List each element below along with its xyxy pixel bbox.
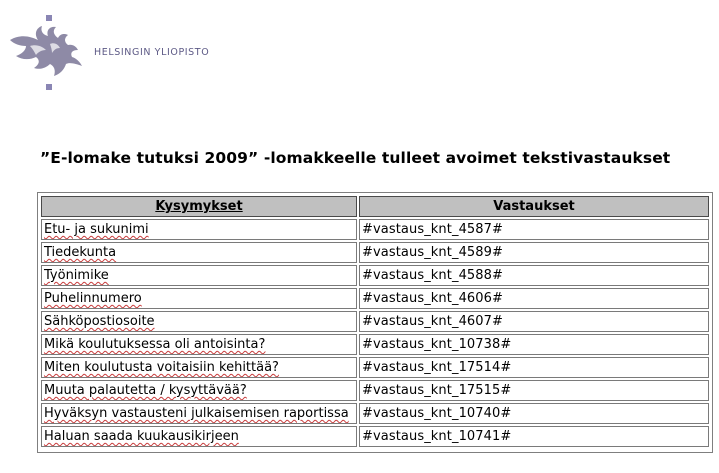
table-row	[41, 288, 709, 309]
question-text: Etu- ja sukunimi	[44, 222, 149, 237]
question-cell	[41, 334, 357, 355]
question-cell	[41, 265, 357, 286]
question-text: Haluan saada kuukausikirjeen	[44, 429, 239, 444]
answers-table	[39, 194, 711, 449]
question-cell	[41, 403, 357, 424]
page-title: ”E-lomake tutuksi 2009” -lomakkeelle tulleet avoimet tekstivastaukset	[40, 149, 671, 167]
question-text: Miten koulutusta voitaisiin kehittää?	[44, 360, 279, 375]
question-cell	[41, 311, 357, 332]
question-cell	[41, 426, 357, 447]
answer-cell: #vastaus_knt_4607#	[359, 311, 709, 332]
questions-header-label: Kysymykset	[155, 199, 243, 214]
answers-column-header: Vastaukset	[359, 196, 709, 217]
question-cell	[41, 380, 357, 401]
table-row	[41, 311, 709, 332]
table-row	[41, 380, 709, 401]
table-row	[41, 357, 709, 378]
table-row	[41, 426, 709, 447]
logo-text: HELSINGIN YLIOPISTO	[94, 47, 210, 58]
university-logo	[0, 0, 260, 100]
question-cell	[41, 242, 357, 263]
table-header-row	[41, 196, 709, 217]
question-cell	[41, 357, 357, 378]
answers-table-container	[37, 192, 713, 453]
question-text: Hyväksyn vastausteni julkaisemisen raportissa	[44, 406, 349, 421]
question-cell	[41, 288, 357, 309]
question-text: Tiedekunta	[44, 245, 117, 260]
table-row	[41, 265, 709, 286]
table-row	[41, 242, 709, 263]
question-text: Mikä koulutuksessa oli antoisinta?	[44, 337, 266, 352]
table-row	[41, 403, 709, 424]
answer-cell: #vastaus_knt_4589#	[359, 242, 709, 263]
answer-cell: #vastaus_knt_17514#	[359, 357, 709, 378]
answer-cell: #vastaus_knt_17515#	[359, 380, 709, 401]
question-text: Puhelinnumero	[44, 291, 142, 306]
answer-cell: #vastaus_knt_4606#	[359, 288, 709, 309]
flame-logo-icon	[0, 0, 92, 100]
question-text: Muuta palautetta / kysyttävää?	[44, 383, 247, 398]
table-row	[41, 334, 709, 355]
table-row	[41, 219, 709, 240]
questions-column-header	[41, 196, 357, 217]
question-text: Työnimike	[44, 268, 109, 283]
answer-cell: #vastaus_knt_10738#	[359, 334, 709, 355]
answer-cell: #vastaus_knt_10740#	[359, 403, 709, 424]
question-cell	[41, 219, 357, 240]
answer-cell: #vastaus_knt_10741#	[359, 426, 709, 447]
question-text: Sähköpostiosoite	[44, 314, 155, 329]
answer-cell: #vastaus_knt_4587#	[359, 219, 709, 240]
answer-cell: #vastaus_knt_4588#	[359, 265, 709, 286]
